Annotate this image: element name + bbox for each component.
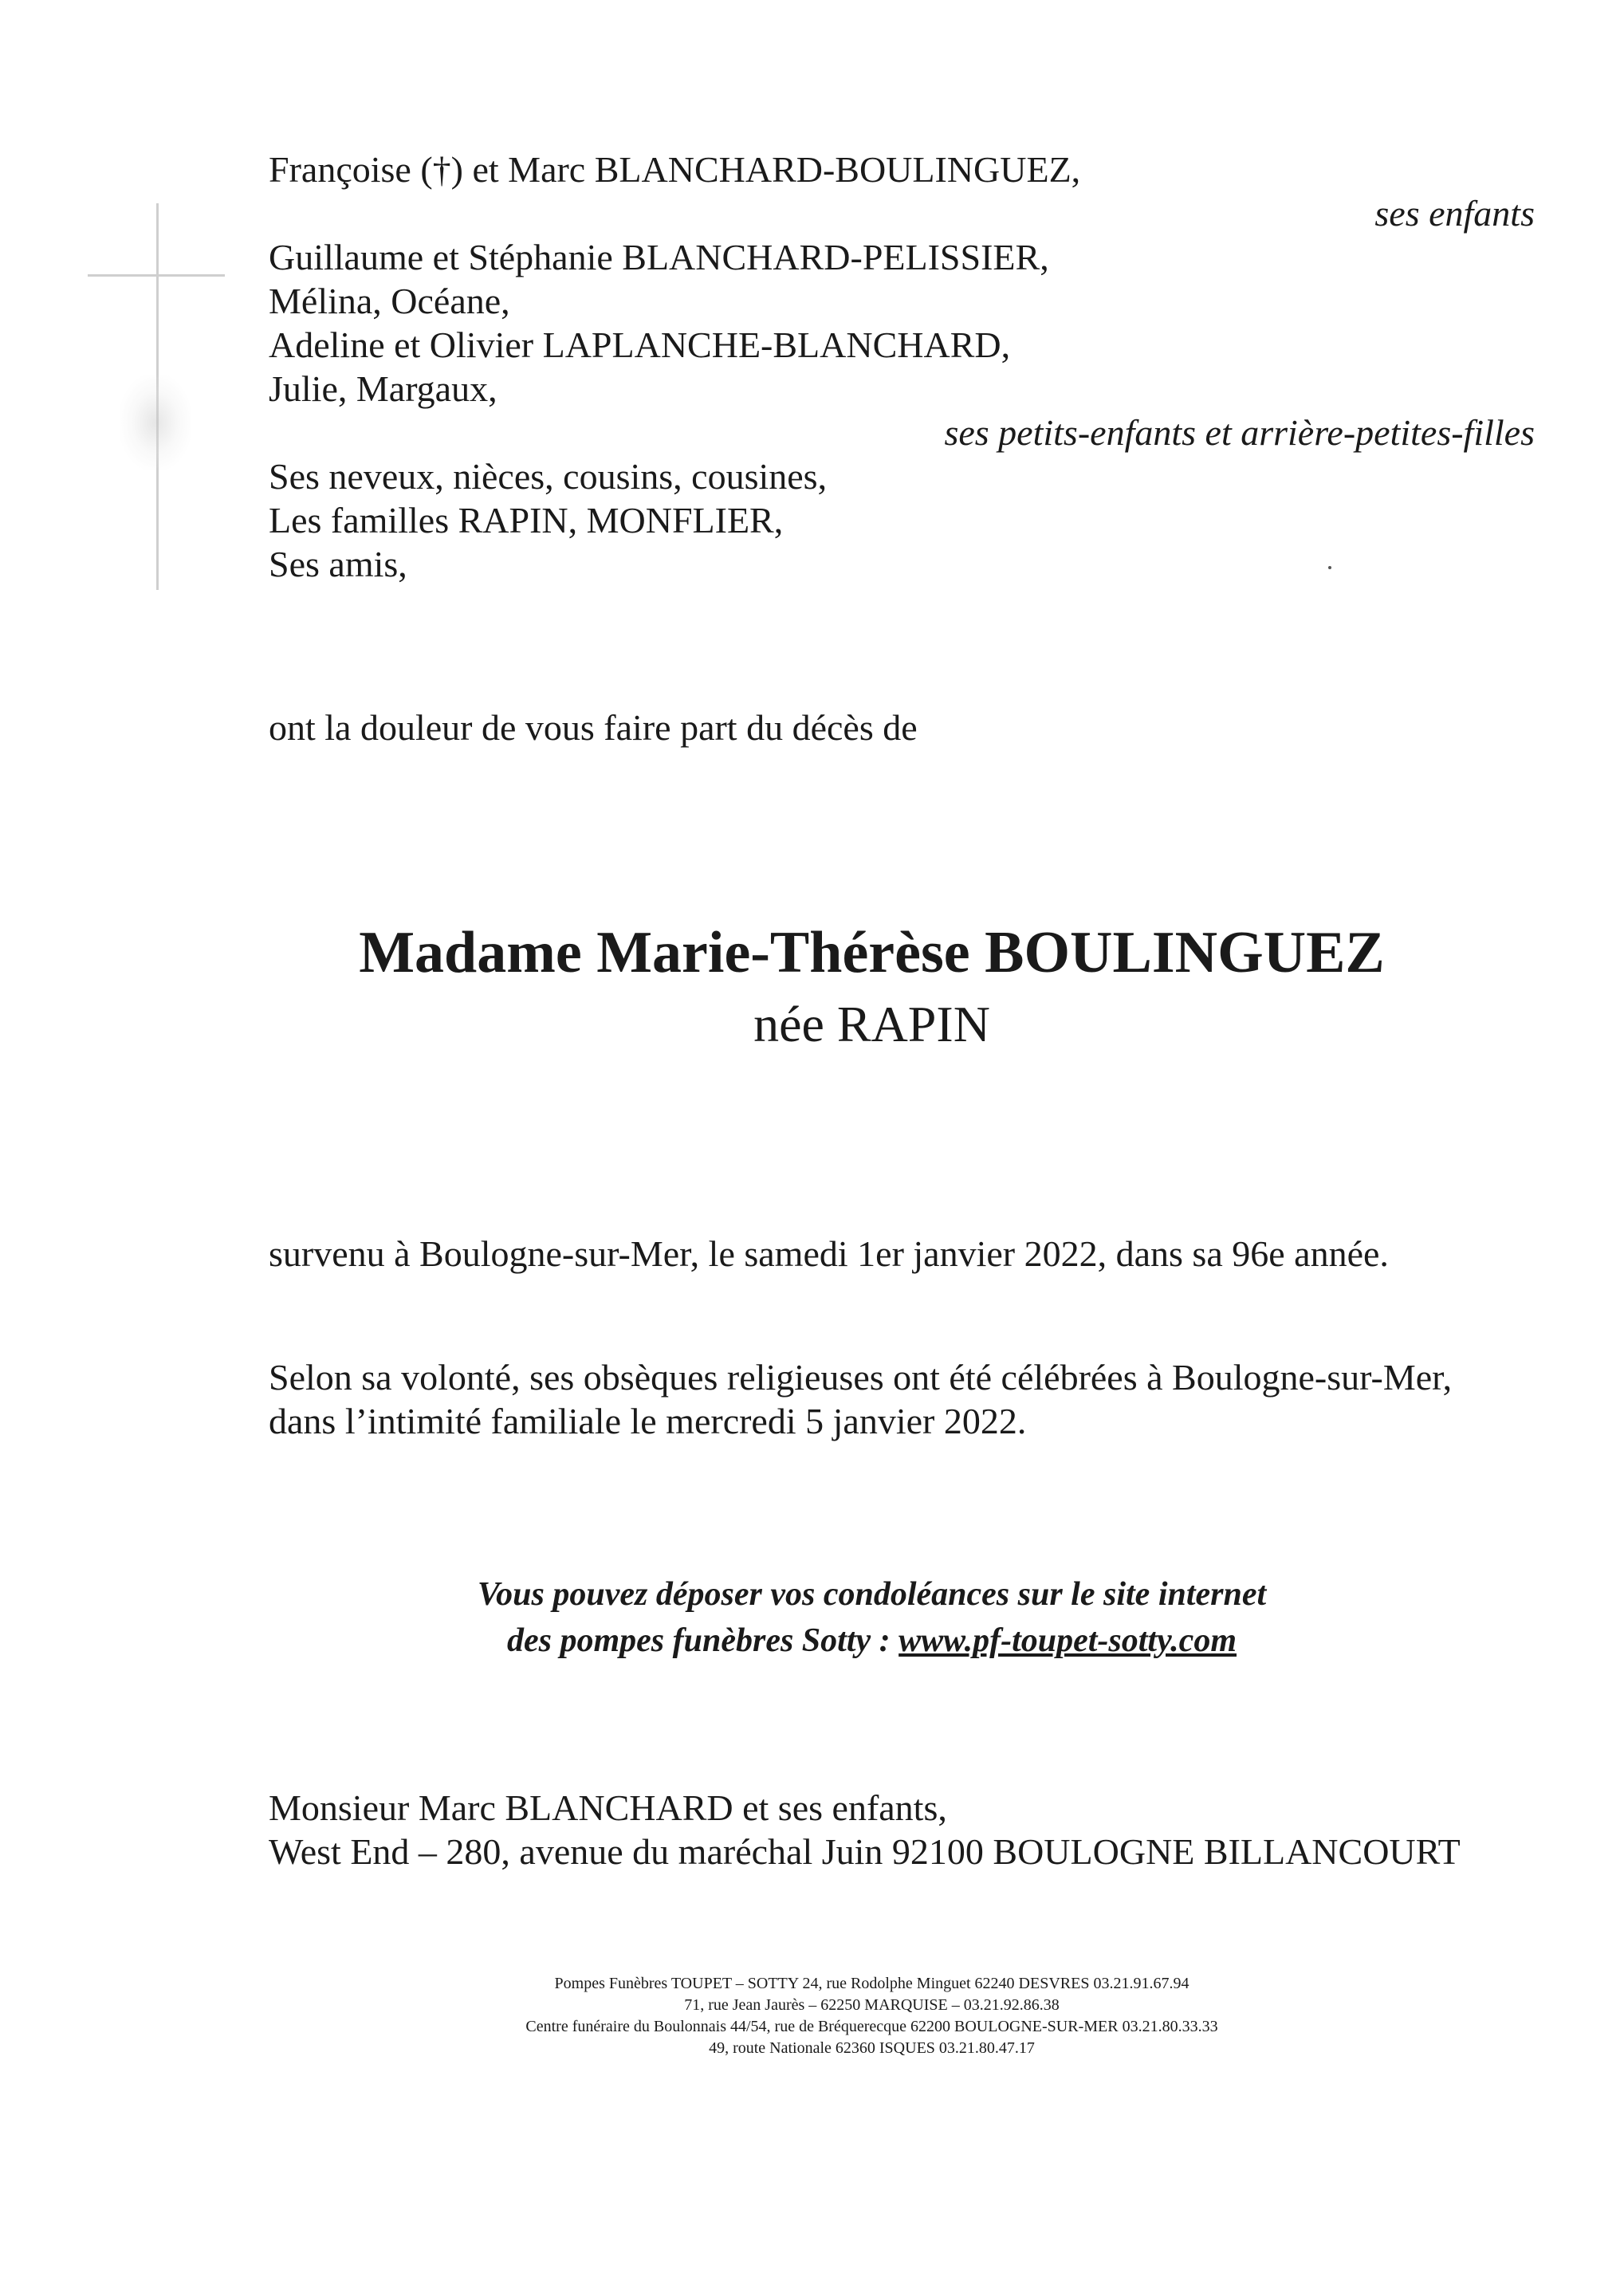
label-grandchildren: ses petits-enfants et arrière-petites-filles [944,412,1535,453]
announcement-intro: ont la douleur de vous faire part du décès de [269,707,918,748]
condolence-line-2 [0,1618,1624,1663]
family-line-children: Françoise (†) et Marc BLANCHARD-BOULINGUEZ, [269,149,1081,190]
footer-line-3: Centre funéraire du Boulonnais 44/54, rue de Bréquerecque 62200 BOULOGNE-SUR-MER 03.21.80.33.33 [525,2018,1218,2035]
family-line-friends: Ses amis, [269,544,407,584]
speck [1328,566,1331,569]
contact-line-1: Monsieur Marc BLANCHARD et ses enfants, [269,1787,947,1828]
contact-address: West End – 280, avenue du maréchal Juin 92100 BOULOGNE BILLANCOURT [269,1831,1461,1872]
label-children: ses enfants [1374,193,1535,234]
footer-line-4: 49, route Nationale 62360 ISQUES 03.21.80.47.17 [709,2039,1035,2057]
cross-icon-horizontal [88,274,225,277]
family-line-families: Les familles RAPIN, MONFLIER, [269,500,784,541]
deceased-name: Madame Marie-Thérèse BOULINGUEZ [359,920,1385,985]
footer-line-2: 71, rue Jean Jaurès – 62250 MARQUISE – 03.21.92.86.38 [684,1996,1060,2014]
footer-line-1: Pompes Funèbres TOUPET – SOTTY 24, rue Rodolphe Minguet 62240 DESVRES 03.21.91.67.94 [554,1975,1189,1992]
funeral-line-1: Selon sa volonté, ses obsèques religieuses ont été célébrées à Boulogne-sur-Mer, [269,1357,1453,1398]
maiden-name: née RAPIN [753,996,990,1052]
family-line-grandson-2: Adeline et Olivier LAPLANCHE-BLANCHARD, [269,324,1011,365]
family-line-relatives: Ses neveux, nièces, cousins, cousines, [269,456,828,497]
funeral-line-2: dans l’intimité familiale le mercredi 5 janvier 2022. [269,1401,1027,1441]
family-line-greatgrand-2: Julie, Margaux, [269,368,497,409]
condolence-line-1: Vous pouvez déposer vos condoléances sur le site internet [477,1576,1267,1613]
paper-smudge [120,375,191,470]
family-line-grandson-1: Guillaume et Stéphanie BLANCHARD-PELISSIER, [269,237,1049,277]
condolence-website-link[interactable]: www.pf-toupet-sotty.com [899,1622,1237,1659]
family-line-greatgrand-1: Mélina, Océane, [269,281,510,321]
condolence-prefix: des pompes funèbres Sotty : [506,1622,899,1659]
death-details: survenu à Boulogne-sur-Mer, le samedi 1er janvier 2022, dans sa 96e année. [269,1233,1389,1274]
